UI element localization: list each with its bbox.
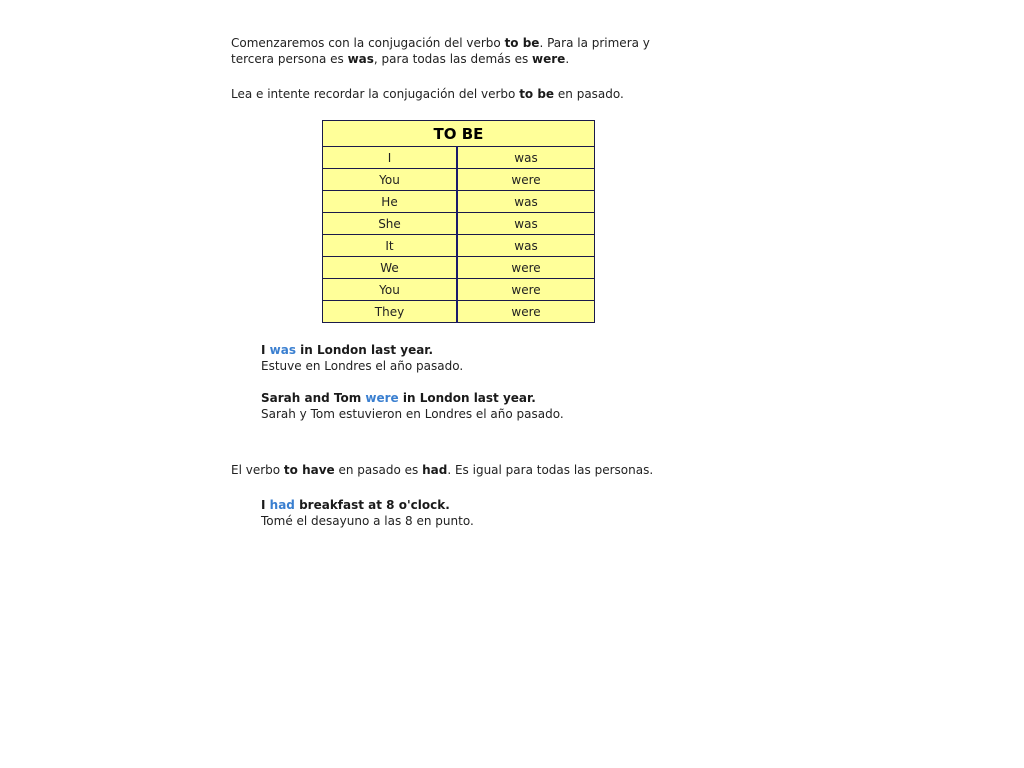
table-title: TO BE (323, 121, 595, 147)
verb-cell: were (457, 257, 595, 279)
lesson-content (231, 35, 691, 529)
have-bold-had: had (422, 463, 448, 477)
example-sentence (261, 497, 691, 513)
subject-cell: You (323, 169, 458, 191)
example-translation: Tomé el desayuno a las 8 en punto. (261, 514, 474, 528)
have-bold-to-have: to have (283, 463, 335, 477)
have-text-3: . Es igual para todas las personas. (447, 463, 654, 477)
verb-cell: were (457, 301, 595, 323)
intro-paragraph (231, 35, 691, 67)
instruction-text-1: Lea e intente recordar la conjugación del verbo (231, 87, 520, 101)
example-text: in London last year. (398, 391, 536, 405)
example-text: I (261, 498, 270, 512)
subject-cell: I (323, 147, 458, 169)
example-text: Sarah and Tom (261, 391, 366, 405)
subject-cell: He (323, 191, 458, 213)
example-verb: had (269, 498, 295, 512)
example-was (261, 342, 691, 374)
example-translation: Estuve en Londres el año pasado. (261, 359, 464, 373)
intro-bold-was: was (347, 52, 374, 66)
example-translation: Sarah y Tom estuvieron en Londres el año pasado. (261, 407, 564, 421)
instruction-text-2: en pasado. (554, 87, 624, 101)
intro-text-1: Comenzaremos con la conjugación del verbo (231, 36, 505, 50)
table-row (323, 235, 595, 257)
table-row (323, 191, 595, 213)
example-verb: was (269, 343, 296, 357)
table-row (323, 257, 595, 279)
verb-cell: was (457, 147, 595, 169)
example-were (261, 390, 691, 422)
example-text: I (261, 343, 270, 357)
example-sentence (261, 390, 691, 406)
instruction-paragraph (231, 86, 691, 102)
example-had (261, 497, 691, 529)
intro-text-4: . (565, 52, 570, 66)
verb-cell: were (457, 169, 595, 191)
table-row (323, 147, 595, 169)
intro-bold-to-be: to be (504, 36, 540, 50)
verb-cell: was (457, 213, 595, 235)
intro-text-3: , para todas las demás es (373, 52, 533, 66)
subject-cell: We (323, 257, 458, 279)
have-paragraph (231, 462, 691, 478)
table-row (323, 279, 595, 301)
subject-cell: You (323, 279, 458, 301)
verb-cell: was (457, 191, 595, 213)
subject-cell: She (323, 213, 458, 235)
example-verb: were (365, 391, 399, 405)
table-row (323, 169, 595, 191)
verb-cell: was (457, 235, 595, 257)
example-sentence (261, 342, 691, 358)
conjugation-table (322, 120, 595, 323)
verb-cell: were (457, 279, 595, 301)
example-text: in London last year. (295, 343, 434, 357)
intro-bold-were: were (532, 52, 566, 66)
have-text-2: en pasado es (334, 463, 423, 477)
table-row (323, 213, 595, 235)
intro-text-2: . Para la primera y tercera persona es (231, 36, 650, 66)
table-row (323, 301, 595, 323)
subject-cell: It (323, 235, 458, 257)
instruction-bold-to-be: to be (519, 87, 555, 101)
subject-cell: They (323, 301, 458, 323)
have-text-1: El verbo (231, 463, 284, 477)
example-text: breakfast at 8 o'clock. (294, 498, 450, 512)
